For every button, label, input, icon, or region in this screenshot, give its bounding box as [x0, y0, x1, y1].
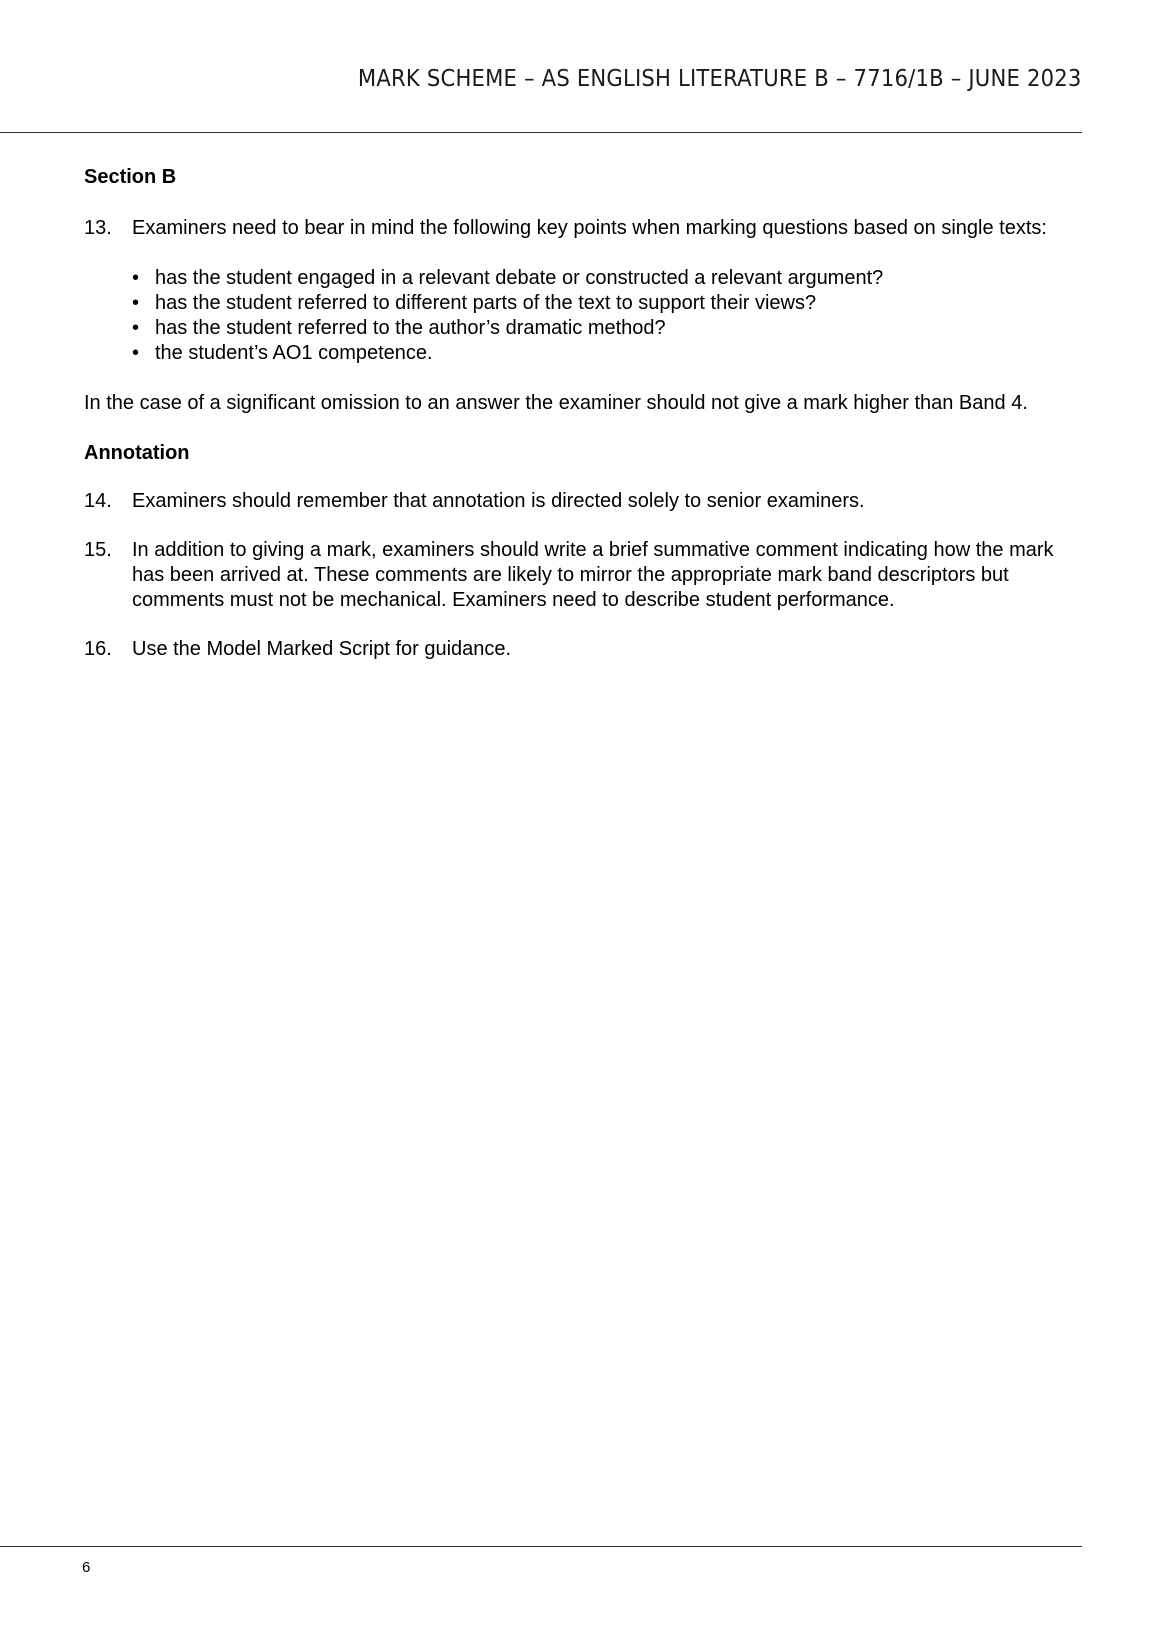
- item-text: Use the Model Marked Script for guidance.: [132, 638, 512, 660]
- annotation-heading: Annotation: [84, 442, 190, 464]
- list-item-text: the student’s AO1 competence.: [155, 342, 433, 364]
- page-number: 6: [82, 1559, 91, 1576]
- numbered-item-16: [84, 637, 1084, 662]
- list-item: [132, 341, 1084, 366]
- bullet-icon: •: [132, 267, 140, 289]
- list-item-text: has the student referred to different parts of the text to support their views?: [155, 292, 817, 314]
- bullet-icon: •: [132, 292, 140, 314]
- list-item: [132, 316, 1084, 341]
- section-b-heading: Section B: [84, 166, 177, 188]
- list-item-text: has the student referred to the author’s dramatic method?: [155, 317, 666, 339]
- item-text: Examiners should remember that annotation is directed solely to senior examiners.: [132, 490, 865, 512]
- item-text: Examiners need to bear in mind the following key points when marking questions based on single texts:: [132, 217, 1047, 239]
- page-content: [84, 165, 1084, 662]
- list-item: [132, 291, 1084, 316]
- key-points-list: [84, 266, 1084, 366]
- numbered-item-13: [84, 216, 1084, 241]
- list-item-text: has the student engaged in a relevant debate or constructed a relevant argument?: [155, 267, 884, 289]
- numbered-item-14: [84, 489, 1084, 514]
- list-item: [132, 266, 1084, 291]
- bullet-icon: •: [132, 317, 140, 339]
- item-number: 13.: [84, 217, 112, 239]
- numbered-item-15: [84, 538, 1084, 613]
- bullet-icon: •: [132, 342, 140, 364]
- item-number: 14.: [84, 490, 112, 512]
- header-divider: [0, 132, 1082, 133]
- footer-divider: [0, 1546, 1082, 1547]
- omission-note: In the case of a significant omission to an answer the examiner should not give a mark higher than Band 4.: [84, 392, 1028, 414]
- item-number: 16.: [84, 638, 112, 660]
- item-text: In addition to giving a mark, examiners should write a brief summative comment indicating how the mark has been arrived at. These comments are likely to mirror the appropriate mark band descriptors but comments must not be mechanical. Examiners need to describe student performance.: [132, 539, 1054, 611]
- page-header-title: MARK SCHEME – AS ENGLISH LITERATURE B – 7716/1B – JUNE 2023: [358, 66, 1082, 92]
- item-number: 15.: [84, 539, 112, 561]
